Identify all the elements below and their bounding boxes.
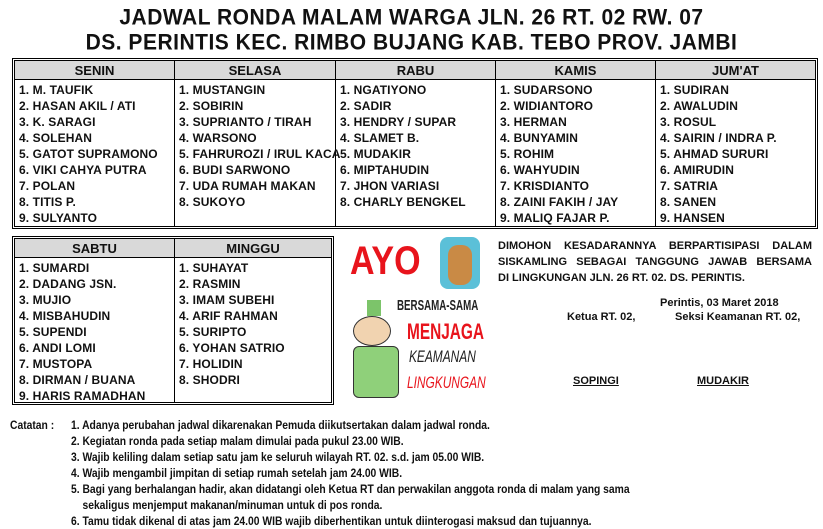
member-item: 4. SOLEHAN	[19, 131, 93, 145]
member-item: 1. M. TAUFIK	[19, 83, 94, 97]
member-list	[656, 80, 815, 226]
member-item: 8. CHARLY BENGKEL	[340, 195, 466, 209]
day-column-senin	[15, 61, 175, 226]
note-item: 3. Wajib keliling dalam setiap satu jam ke seluruh wilayah RT. 02. s.d. jam 05.00 WIB.	[71, 450, 485, 464]
member-item: 1. SUHAYAT	[179, 261, 249, 275]
member-item: 5. GATOT SUPRAMONO	[19, 147, 158, 161]
weekday-schedule-table	[12, 58, 818, 229]
day-header: MINGGU	[175, 239, 331, 258]
member-item: 1. SUMARDI	[19, 261, 90, 275]
member-item: 2. HASAN AKIL / ATI	[19, 99, 136, 113]
day-column-selasa	[175, 61, 341, 226]
member-item: 4. ARIF RAHMAN	[179, 309, 278, 323]
member-item: 3. HENDRY / SUPAR	[340, 115, 457, 129]
member-item: 8. ZAINI FAKIH / JAY	[500, 195, 619, 209]
member-item: 5. AHMAD SURURI	[660, 147, 769, 161]
place-date: Perintis, 03 Maret 2018	[660, 297, 779, 309]
member-item: 6. BUDI SARWONO	[179, 163, 291, 177]
member-item: 9. SULYANTO	[19, 211, 98, 225]
member-item: 7. MUSTOPA	[19, 357, 93, 371]
poster-lingkungan: LINGKUNGAN	[407, 373, 486, 392]
member-item: 1. SUDIRAN	[660, 83, 730, 97]
member-item: 8. SHODRI	[179, 373, 240, 387]
member-item: 5. SUPENDI	[19, 325, 87, 339]
member-item: 3. MUJIO	[19, 293, 72, 307]
day-column-kamis	[496, 61, 656, 226]
poster-ayo: AYO	[350, 239, 421, 283]
member-item: 5. FAHRUROZI / IRUL KACA	[179, 147, 341, 161]
member-item: 3. HERMAN	[500, 115, 567, 129]
member-item: 2. AWALUDIN	[660, 99, 738, 113]
member-item: 4. WARSONO	[179, 131, 257, 145]
member-item: 6. MIPTAHUDIN	[340, 163, 430, 177]
member-item: 2. DADANG JSN.	[19, 277, 117, 291]
appeal-line: DIMOHON KESADARANNYA BERPARTISIPASI DALAM	[498, 240, 812, 252]
member-item: 3. K. SARAGI	[19, 115, 96, 129]
member-item: 3. SUPRIANTO / TIRAH	[179, 115, 312, 129]
member-item: 7. POLAN	[19, 179, 76, 193]
member-item: 9. MALIQ FAJAR P.	[500, 211, 610, 225]
member-item: 7. KRISDIANTO	[500, 179, 590, 193]
member-item: 1. NGATIYONO	[340, 83, 427, 97]
day-header: JUM'AT	[656, 61, 815, 80]
member-item: 5. ROHIM	[500, 147, 555, 161]
note-item: 2. Kegiatan ronda pada setiap malam dimulai pada pukul 23.00 WIB.	[71, 434, 404, 448]
member-list	[175, 258, 331, 388]
member-item: 4. BUNYAMIN	[500, 131, 579, 145]
day-column-rabu	[336, 61, 496, 226]
member-list	[15, 258, 174, 404]
member-item: 7. UDA RUMAH MAKAN	[179, 179, 316, 193]
member-item: 8. TITIS P.	[19, 195, 76, 209]
member-item: 6. VIKI CAHYA PUTRA	[19, 163, 147, 177]
poster-image	[345, 235, 493, 405]
note-item: sekaligus menjemput makanan/minuman untuk di pos ronda.	[71, 498, 383, 512]
weekend-schedule-table	[12, 236, 334, 405]
title-line-1: JADWAL RONDA MALAM WARGA JLN. 26 RT. 02 RW. 07	[119, 5, 704, 30]
member-item: 2. WIDIANTORO	[500, 99, 594, 113]
member-item: 7. JHON VARIASI	[340, 179, 440, 193]
note-item: 4. Wajib mengambil jimpitan di setiap rumah setelah jam 24.00 WIB.	[71, 466, 403, 480]
title-line-2: DS. PERINTIS KEC. RIMBO BUJANG KAB. TEBO PROV. JAMBI	[85, 30, 738, 55]
day-header: SENIN	[15, 61, 174, 80]
poster-keamanan: KEAMANAN	[409, 347, 476, 366]
member-item: 4. SAIRIN / INDRA P.	[660, 131, 777, 145]
signer-role-seksi: Seksi Keamanan RT. 02,	[675, 311, 801, 323]
day-header: KAMIS	[496, 61, 655, 80]
member-list	[496, 80, 655, 226]
member-item: 9. HARIS RAMADHAN	[19, 389, 146, 403]
member-item: 2. SADIR	[340, 99, 392, 113]
member-item: 8. SUKOYO	[179, 195, 246, 209]
member-item: 6. WAHYUDIN	[500, 163, 580, 177]
member-item: 5. MUDAKIR	[340, 147, 412, 161]
member-item: 6. AMIRUDIN	[660, 163, 734, 177]
guard-cartoon-icon	[353, 300, 403, 400]
member-item: 9. HANSEN	[660, 211, 725, 225]
member-item: 3. ROSUL	[660, 115, 717, 129]
day-header: SABTU	[15, 239, 174, 258]
member-item: 5. SURIPTO	[179, 325, 247, 339]
member-item: 8. DIRMAN / BUANA	[19, 373, 136, 387]
member-list	[336, 80, 495, 210]
day-header: SELASA	[175, 61, 335, 80]
signer-name-seksi: MUDAKIR	[697, 375, 749, 387]
appeal-line: DI LINGKUNGAN JLN. 26 RT. 02. DS. PERINTIS.	[498, 272, 745, 284]
member-item: 7. HOLIDIN	[179, 357, 243, 371]
member-item: 3. IMAM SUBEHI	[179, 293, 275, 307]
member-list	[15, 80, 174, 226]
member-list	[175, 80, 341, 210]
member-item: 2. RASMIN	[179, 277, 241, 291]
member-item: 7. SATRIA	[660, 179, 719, 193]
member-item: 6. ANDI LOMI	[19, 341, 96, 355]
note-item: 6. Tamu tidak dikenal di atas jam 24.00 WIB wajib diberhentikan untuk diinterogasi maksud dan tujuannya.	[71, 514, 592, 528]
signer-name-ketua: SOPINGI	[573, 375, 619, 387]
member-item: 8. SANEN	[660, 195, 717, 209]
member-item: 6. YOHAN SATRIO	[179, 341, 285, 355]
notes-label: Catatan :	[10, 418, 55, 432]
member-item: 4. SLAMET B.	[340, 131, 420, 145]
cartoon-figure-icon	[440, 237, 480, 289]
note-item: 1. Adanya perubahan jadwal dikarenakan Pemuda diikutsertakan dalam jadwal ronda.	[71, 418, 490, 432]
member-item: 1. SUDARSONO	[500, 83, 593, 97]
day-header: RABU	[336, 61, 495, 80]
day-column-sabtu	[15, 239, 175, 402]
signer-role-ketua: Ketua RT. 02,	[567, 311, 636, 323]
note-item: 5. Bagi yang berhalangan hadir, akan didatangi oleh Ketua RT dan perwakilan anggota ronda di malam yang sama	[71, 482, 630, 496]
member-item: 2. SOBIRIN	[179, 99, 244, 113]
member-item: 4. MISBAHUDIN	[19, 309, 111, 323]
day-column-minggu	[175, 239, 331, 402]
appeal-line: SISKAMLING SEBAGAI TANGGUNG JAWAB BERSAMA	[498, 256, 812, 268]
poster-menjaga: MENJAGA	[407, 319, 485, 344]
member-item: 1. MUSTANGIN	[179, 83, 266, 97]
poster-bersama: BERSAMA-SAMA	[397, 297, 479, 314]
appeal-text	[498, 238, 812, 286]
day-column-jumat	[656, 61, 815, 226]
